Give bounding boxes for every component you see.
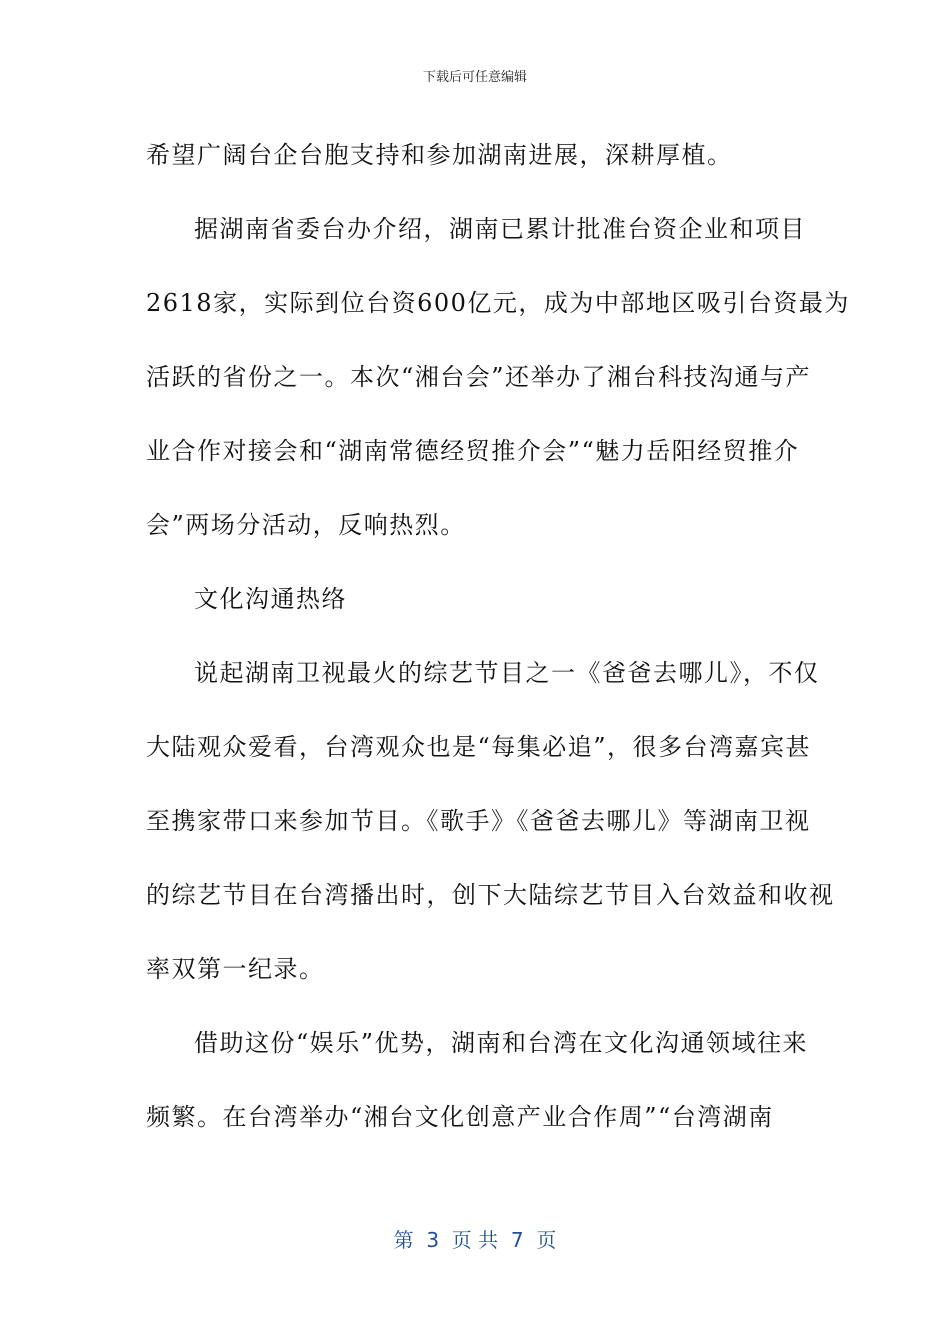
- text-line: 说起湖南卫视最火的综艺节目之一《爸爸去哪儿》，不仅: [194, 659, 820, 687]
- text-line: 率双第一纪录。: [146, 955, 325, 983]
- text-line: 至携家带口来参加节目。《歌手》《爸爸去哪儿》等湖南卫视: [146, 807, 811, 835]
- text-line: 频繁。在台湾举办“湘台文化创意产业合作周”“台湾湖南: [146, 1103, 774, 1131]
- text-line: 业合作对接会和“湖南常德经贸推介会”“魅力岳阳经贸推介: [146, 437, 800, 465]
- text-line: 大陆观众爱看，台湾观众也是“每集必追”，很多台湾嘉宾甚: [146, 733, 812, 761]
- text-line: 的综艺节目在台湾播出时，创下大陆综艺节目入台效益和收视: [146, 881, 835, 909]
- text-line: 借助这份“娱乐”优势，湖南和台湾在文化沟通领域往来: [194, 1029, 809, 1057]
- text-line: 会”两场分活动，反响热烈。: [146, 511, 466, 539]
- header-note: 下载后可任意编辑: [422, 70, 527, 85]
- text-line: 希望广阔台企台胞支持和参加湖南进展，深耕厚植。: [146, 141, 733, 169]
- section-heading: 文化沟通热络: [194, 585, 347, 613]
- document-body: [146, 118, 850, 1154]
- page-number: 第 3 页 共 7 页: [393, 1228, 557, 1252]
- text-line: 据湖南省委台办介绍，湖南已累计批准台资企业和项目: [194, 215, 806, 243]
- text-line: 2618家，实际到位台资600亿元，成为中部地区吸引台资最为: [146, 289, 850, 317]
- text-line: 活跃的省份之一。本次“湘台会”还举办了湘台科技沟通与产: [146, 363, 812, 391]
